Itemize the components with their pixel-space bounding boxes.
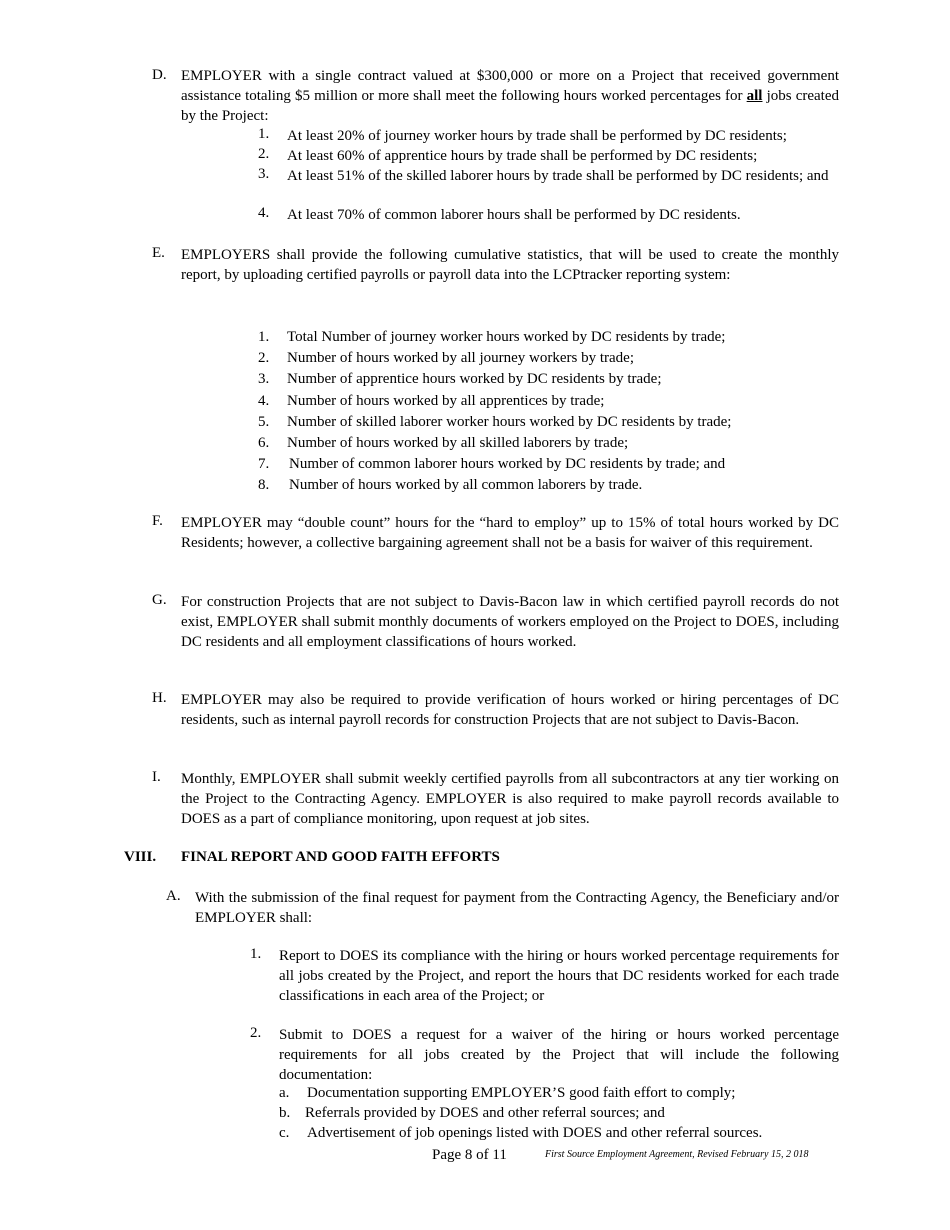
section-i	[152, 769, 839, 829]
section-viii-item-1: 1. Report to DOES its compliance with the hiring or hours worked percentage requirements for all jobs created by the Project, and report the hours that DC residents worked for each trade classifications in each area of the Project; or	[250, 946, 839, 1004]
emphasis-all: all	[746, 88, 763, 104]
section-e-list	[258, 327, 839, 497]
list-item: 8. Number of hours worked by all common laborers by trade.	[258, 477, 643, 494]
list-item: a. Documentation supporting EMPLOYER’S good faith effort to comply;	[279, 1085, 736, 1101]
section-d-item-1: 1. At least 20% of journey worker hours by trade shall be performed by DC residents;	[258, 126, 787, 144]
section-i-text: Monthly, EMPLOYER shall submit weekly certified payrolls from all subcontractors at any tier working on the Project to the Contracting Agency. EMPLOYER is also required to make payroll records available to DOES as a part of compliance monitoring, upon request at job sites.	[181, 771, 839, 827]
section-h-text: EMPLOYER may also be required to provide verification of hours worked or hiring percentages of DC residents, such as internal payroll records for construction Projects that are not subject to Davis-Bacon.	[181, 692, 839, 728]
section-d-item-4: 4. At least 70% of common laborer hours shall be performed by DC residents.	[258, 205, 741, 223]
list-item: 4. Number of hours worked by all apprentices by trade;	[258, 392, 605, 409]
section-viii-title: FINAL REPORT AND GOOD FAITH EFFORTS	[181, 849, 500, 865]
section-viii-a	[166, 888, 839, 928]
section-viii-item-2: 2. Submit to DOES a request for a waiver of the hiring or hours worked percentage requirements for all jobs created by the Project that will include the following documentation:	[250, 1025, 839, 1083]
section-viii-subitems	[279, 1083, 839, 1143]
section-d-item-2: 2. At least 60% of apprentice hours by trade shall be performed by DC residents;	[258, 146, 758, 164]
list-item: b. Referrals provided by DOES and other referral sources; and	[279, 1105, 665, 1121]
page-number: Page 8 of 11	[432, 1147, 507, 1163]
section-d-item-3: 3. At least 51% of the skilled laborer hours by trade shall be performed by DC residents; and	[258, 166, 829, 184]
section-f-label: F.	[152, 513, 163, 529]
section-g	[152, 592, 839, 652]
section-h	[152, 690, 839, 730]
list-item: 1. Total Number of journey worker hours worked by DC residents by trade;	[258, 329, 726, 345]
section-d-label: D.	[152, 67, 167, 83]
section-h-label: H.	[152, 690, 167, 706]
list-item: c. Advertisement of job openings listed with DOES and other referral sources.	[279, 1125, 763, 1141]
section-i-label: I.	[152, 769, 161, 785]
section-viii-numeral: VIII.	[124, 849, 157, 865]
section-d-text: EMPLOYER with a single contract valued at $300,000 or more on a Project that received government assistance totaling $5 million or more shall meet the following hours worked percentages for all jobs created by the Project:	[181, 68, 839, 124]
section-g-text: For construction Projects that are not subject to Davis-Bacon law in which certified payroll records do not exist, EMPLOYER shall submit monthly documents of workers employed on the Project to DOES, including DC residents and all employment classifications of hours worked.	[181, 594, 839, 650]
footer-note: First Source Employment Agreement, Revised February 15, 2 018	[545, 1149, 809, 1160]
section-f	[152, 513, 839, 553]
list-item: 5. Number of skilled laborer worker hours worked by DC residents by trade;	[258, 413, 732, 430]
section-f-text: EMPLOYER may “double count” hours for the “hard to employ” up to 15% of total hours worked by DC Residents; however, a collective bargaining agreement shall not be a basis for waiver of this requirement.	[181, 515, 839, 551]
section-viii-a-text: With the submission of the final request for payment from the Contracting Agency, the Beneficiary and/or EMPLOYER shall:	[195, 890, 839, 926]
section-e-label: E.	[152, 245, 165, 261]
list-item: 3. Number of apprentice hours worked by DC residents by trade;	[258, 371, 662, 388]
section-d	[152, 66, 839, 126]
section-g-label: G.	[152, 592, 167, 608]
section-e	[152, 245, 839, 285]
section-e-text: EMPLOYERS shall provide the following cumulative statistics, that will be used to create the monthly report, by uploading certified payrolls or payroll data into the LCPtracker reporting system:	[181, 247, 839, 283]
list-item: 7. Number of common laborer hours worked by DC residents by trade; and	[258, 456, 726, 473]
list-item: 6. Number of hours worked by all skilled laborers by trade;	[258, 434, 629, 451]
list-item: 2. Number of hours worked by all journey workers by trade;	[258, 350, 634, 367]
section-viii-a-label: A.	[166, 888, 181, 904]
